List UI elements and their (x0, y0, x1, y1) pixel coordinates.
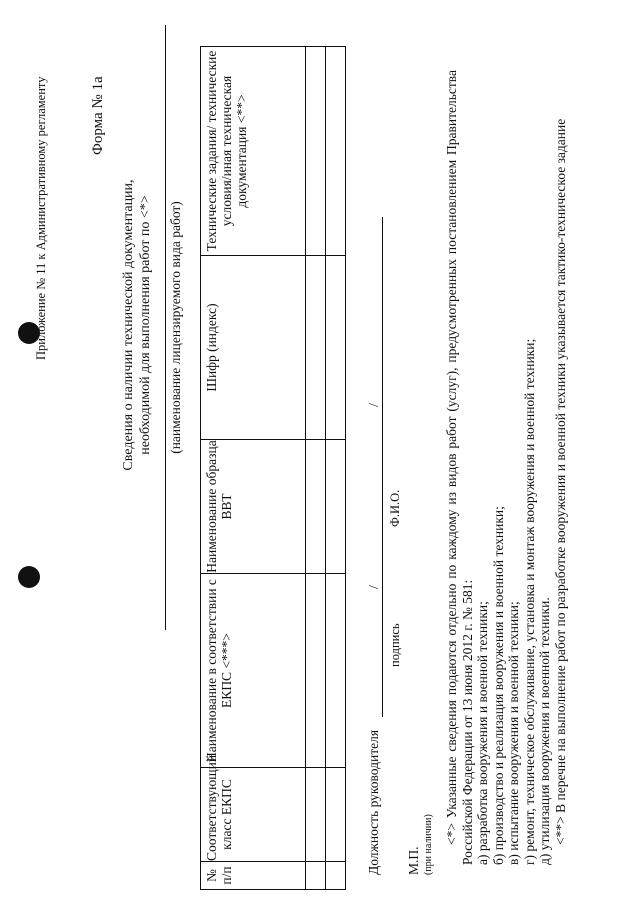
list-item: д) утилизация вооружения и военной техники. (537, 597, 552, 865)
list-item: б) производство и реализация вооружения и военной техники; (490, 506, 506, 865)
table-cell (306, 256, 326, 440)
title-line-1: Сведения о наличии технической документации, (121, 179, 136, 471)
signature-line (382, 217, 383, 717)
form-number: Форма № 1а (90, 76, 106, 155)
activity-caption: (наименование лицензируемого вида работ) (168, 201, 183, 454)
table-cell (326, 574, 346, 768)
document-title (120, 45, 154, 605)
col-ekps-name: Наименование в соответствии с ЕКПС <***> (201, 574, 306, 768)
list-item: в) испытание вооружения и военной техники; (506, 601, 521, 865)
table-cell (306, 47, 326, 256)
table-cell (326, 862, 346, 890)
col-ekps-class: Соответствующий класс ЕКПС (201, 768, 306, 862)
appendix-header: Приложение № 11 к Административному регламенту (34, 76, 48, 360)
stamp-note: (при наличии) (423, 814, 434, 875)
signature-caption: подпись (388, 623, 402, 667)
table-cell (306, 440, 326, 574)
footnotes (444, 70, 568, 865)
name-slash: / (367, 403, 382, 407)
activity-fill-line (165, 25, 166, 630)
signature-slash: / (367, 585, 382, 589)
head-position-label: Должность руководителя (366, 729, 381, 875)
col-number: № п/п (201, 862, 306, 890)
footnote-double-star: <**> В перечне на выполнение работ по разработке вооружения и военной техники указывается тактико-техническое задание (552, 118, 568, 845)
table-cell (326, 256, 346, 440)
table-cell (326, 768, 346, 862)
col-sample-name: Наименование образца ВВТ (201, 440, 306, 574)
list-item: а) разработка вооружения и военной техники; (475, 601, 490, 865)
footnote-single-star: <*> Указанные сведения подаются отдельно по каждому из видов работ (услуг), предусмотренных постановлением Правительства Российской Федерации от 13 июня 2012 г. № 581: (444, 70, 475, 865)
title-line-2: необходимой для выполнения работ по <*> (138, 195, 153, 455)
name-caption: Ф.И.О. (388, 489, 402, 527)
col-technical-docs: Технические задания/ технические условия/иная техническая документация <**> (201, 47, 306, 256)
table-row (326, 47, 346, 890)
list-item: г) ремонт, техническое обслуживание, установка и монтаж вооружения и военной техники; (521, 338, 537, 865)
documentation-table (200, 46, 346, 890)
table-row (306, 47, 326, 890)
table-cell (306, 862, 326, 890)
stamp-label: М.П. (406, 846, 421, 875)
table-cell (326, 440, 346, 574)
table-cell (326, 47, 346, 256)
table-cell (306, 574, 326, 768)
col-code: Шифр (индекс) (201, 256, 306, 440)
table-cell (306, 768, 326, 862)
